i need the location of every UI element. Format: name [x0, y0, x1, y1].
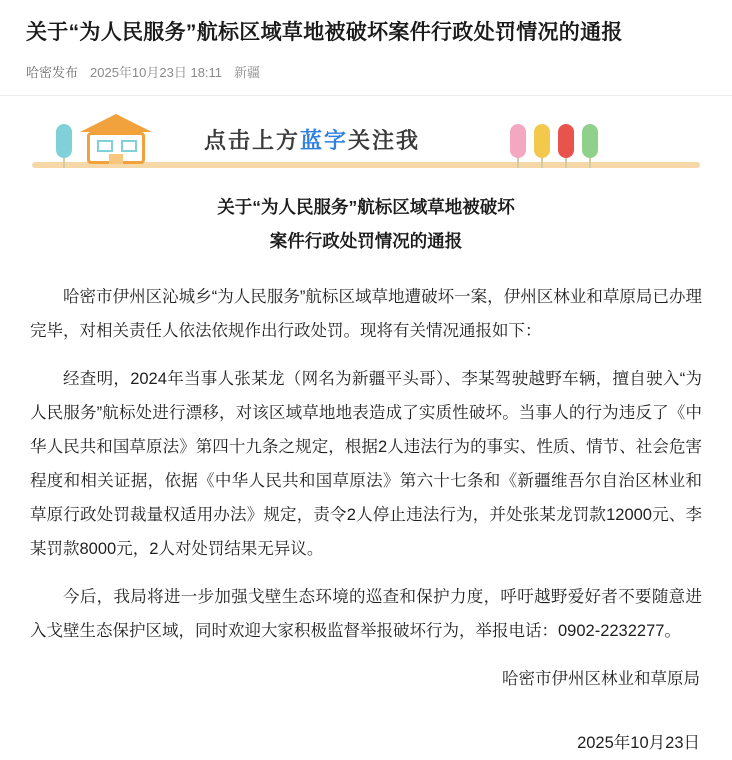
page-title: 关于“为人民服务”航标区域草地被破坏案件行政处罚情况的通报	[26, 21, 623, 44]
header-divider	[0, 95, 732, 96]
body-paragraph: 哈密市伊州区沁城乡“为人民服务”航标区域草地遭破坏一案，伊州区林业和草原局已办理完毕，对相关责任人依法依规作出行政处罚。现将有关情况通报如下：	[30, 288, 702, 340]
document-signature: 哈密市伊州区林业和草原局	[502, 670, 700, 688]
meta-region: 新疆	[234, 65, 261, 80]
document-title-line-2: 案件行政处罚情况的通报	[269, 231, 463, 251]
meta-source: 哈密发布	[26, 65, 79, 80]
balloon-icon	[56, 124, 72, 158]
balloon-icon	[534, 124, 550, 158]
balloon-icon	[582, 124, 598, 158]
banner-text-highlight: 蓝字	[300, 129, 349, 154]
document-body	[0, 280, 732, 648]
document-title-line-1: 关于“为人民服务”航标区域草地被破坏	[217, 197, 515, 217]
body-paragraph: 经查明，2024年当事人张某龙（网名为新疆平头哥）、李某驾驶越野车辆，擅自驶入“为人民服务”航标处进行漂移，对该区域草地地表造成了实质性破坏。当事人的行为违反了《中华人民共和国草原法》第四十九条之规定，根据2人违法行为的事实、性质、情节、社会危害程度和相关证据，依据《中华人民共和国草原法》第六十七条和《新疆维吾尔自治区林业和草原行政处罚裁量权适用办法》规定，责令2人停止违法行为，并处张某龙罚款12000元、李某罚款8000元，2人对处罚结果无异议。	[30, 370, 702, 558]
document-sign-date: 2025年10月23日	[577, 734, 700, 752]
banner-text	[204, 124, 420, 155]
house-icon	[80, 114, 152, 164]
balloon-icon	[510, 124, 526, 158]
follow-banner	[26, 110, 706, 176]
balloon-icon	[558, 124, 574, 158]
article-meta	[0, 48, 732, 81]
document-title	[0, 190, 732, 258]
body-paragraph: 今后，我局将进一步加强戈壁生态环境的巡查和保护力度，呼吁越野爱好者不要随意进入戈壁生态保护区域，同时欢迎大家积极监督举报破坏行为，举报电话：0902-2232277。	[30, 588, 702, 640]
banner-text-before: 点击上方	[204, 129, 301, 154]
meta-datetime: 2025年10月23日 18:11	[90, 65, 223, 80]
banner-text-after: 关注我	[348, 129, 421, 154]
